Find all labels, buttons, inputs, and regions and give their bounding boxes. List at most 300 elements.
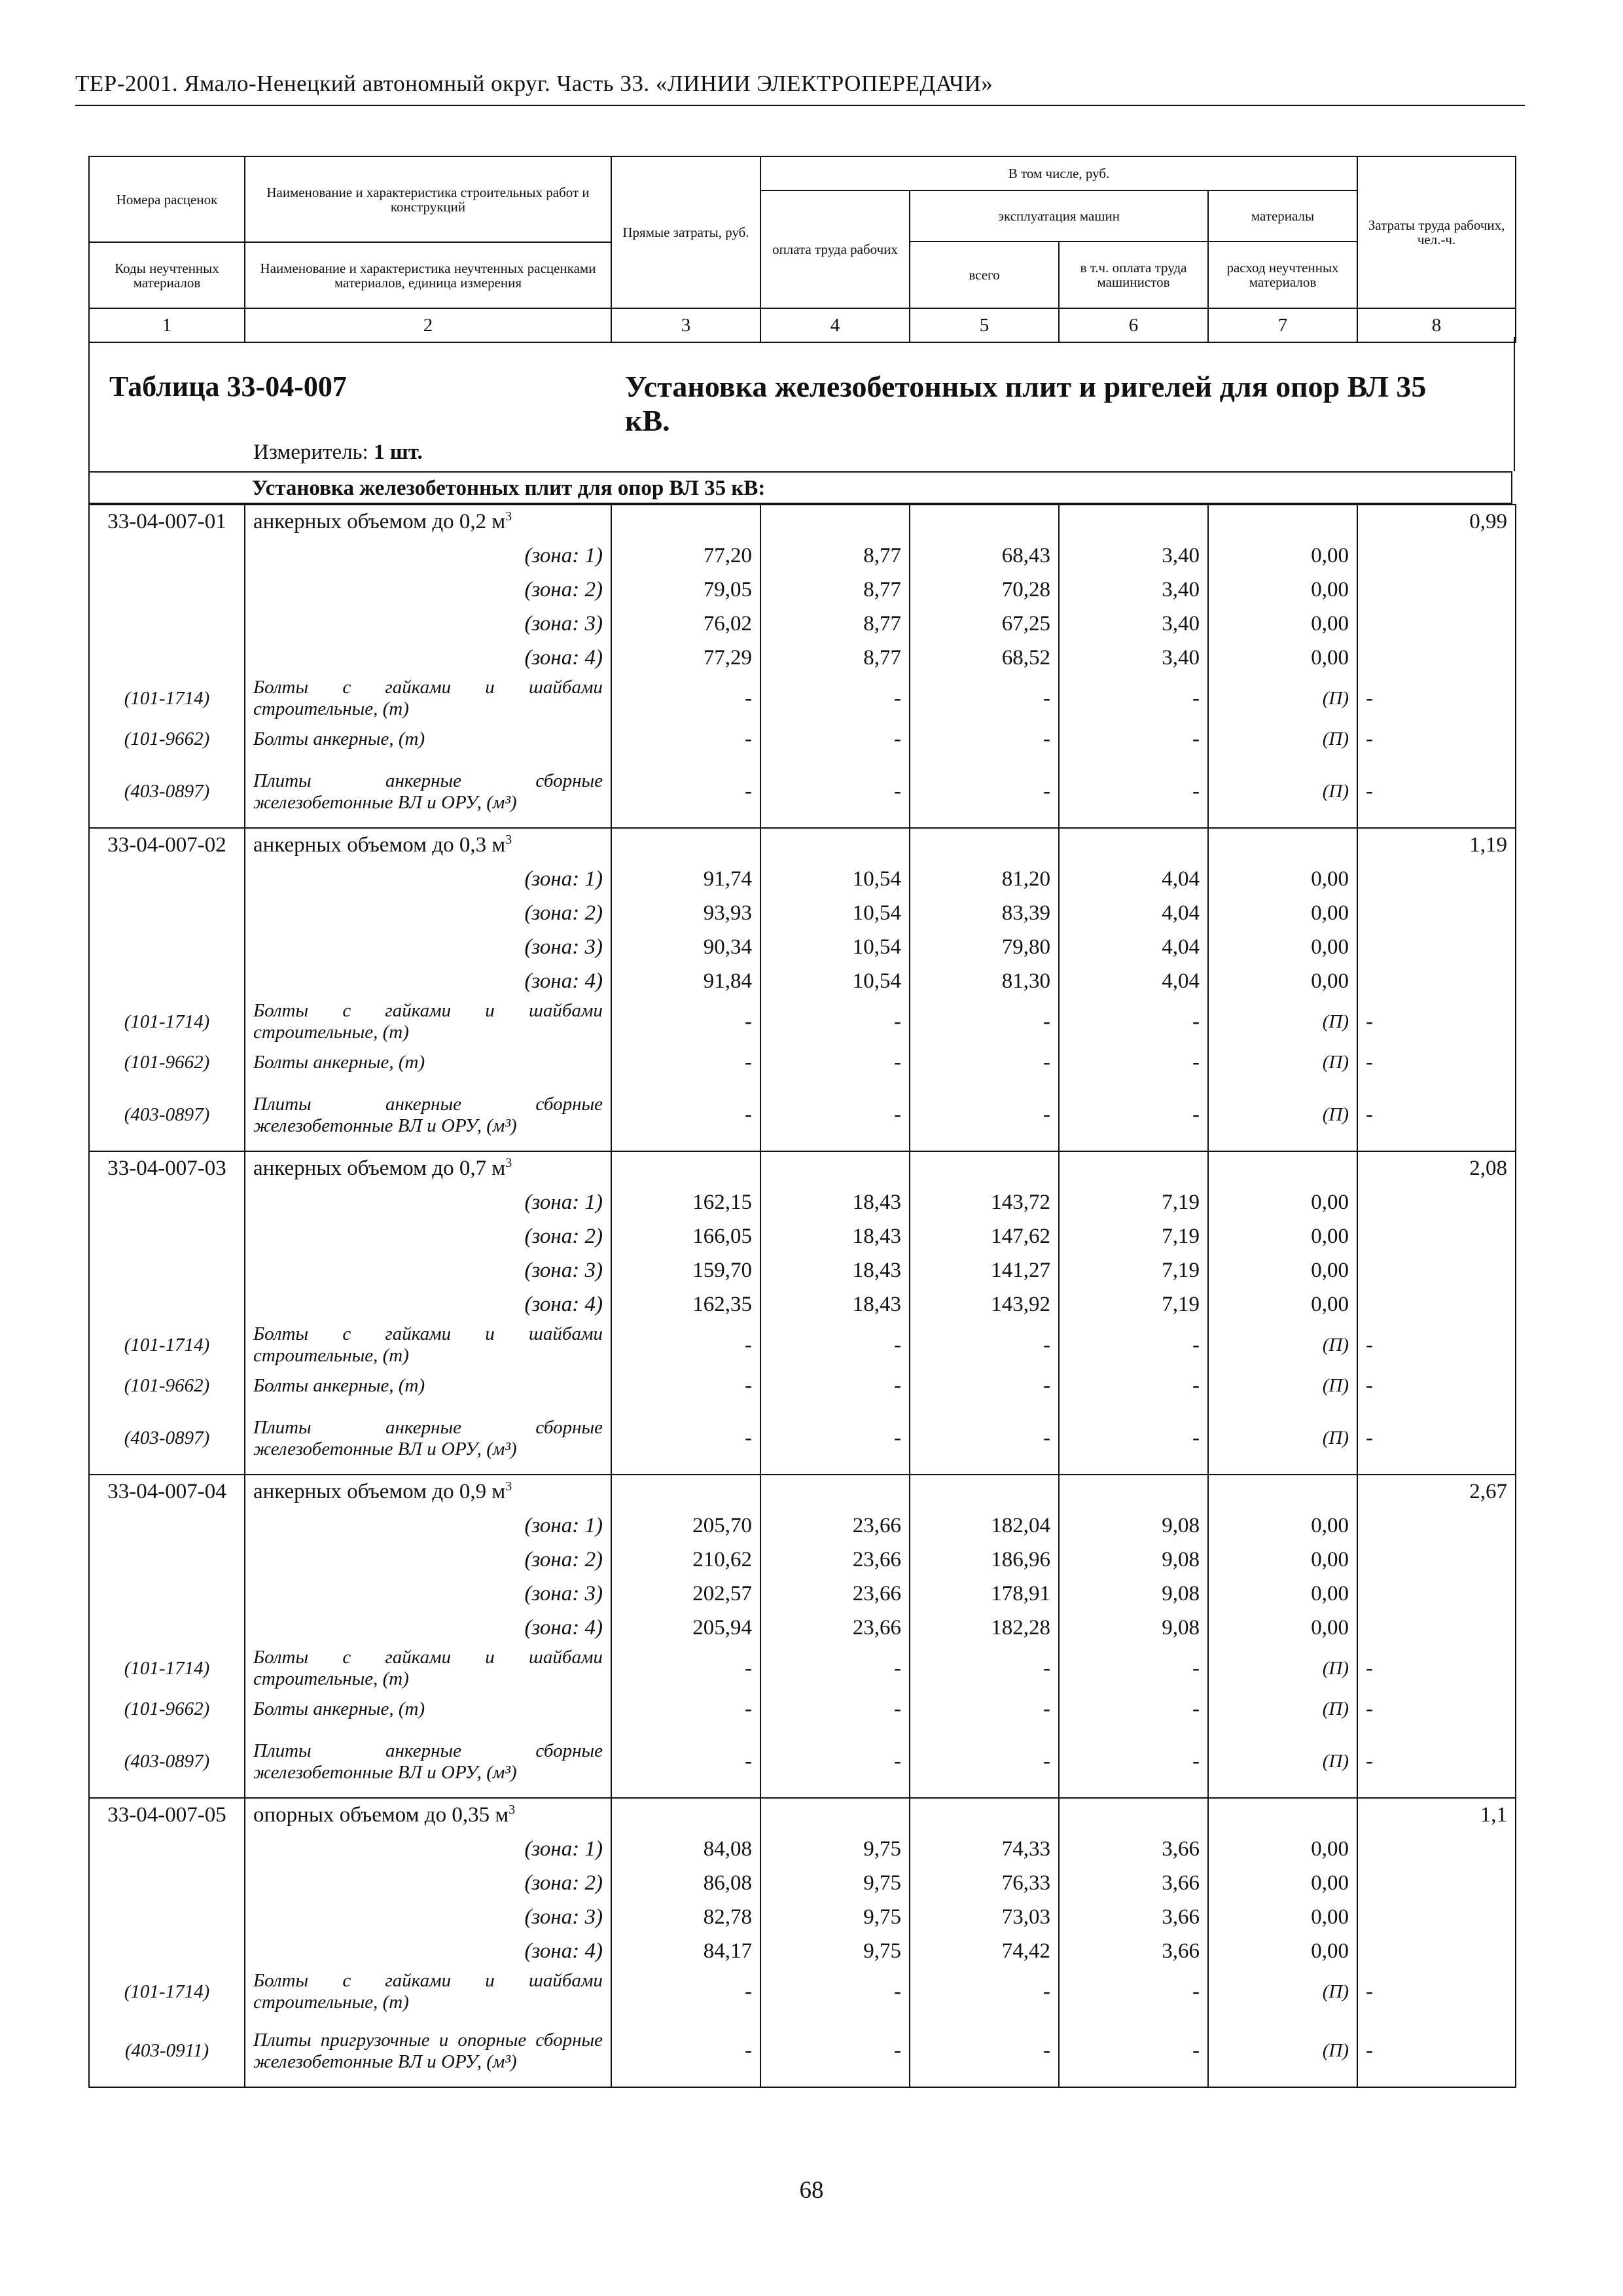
material-code: (403-0897) — [89, 1726, 245, 1798]
material-dash: - — [1059, 1369, 1208, 1403]
zone-row — [89, 573, 1516, 607]
zone-value: 79,05 — [611, 573, 760, 607]
zone-value: 186,96 — [910, 1543, 1059, 1577]
rate-description-sup: 3 — [508, 1803, 516, 1817]
empty-cell — [1059, 1475, 1208, 1509]
zone-value: 4,04 — [1059, 930, 1208, 964]
material-code: (101-1714) — [89, 1321, 245, 1369]
material-row — [89, 1045, 1516, 1079]
labor-cost: 0,99 — [1357, 505, 1516, 539]
column-number: 5 — [910, 308, 1059, 342]
running-header: ТЕР-2001. Ямало-Ненецкий автономный округ. Часть 33. «ЛИНИИ ЭЛЕКТРОПЕРЕДАЧИ» — [75, 71, 993, 96]
material-p-mark: (П) — [1208, 1045, 1357, 1079]
empty-cell — [89, 573, 245, 607]
zone-value: 84,17 — [611, 1934, 760, 1968]
material-p-mark: (П) — [1208, 756, 1357, 828]
zone-value: 4,04 — [1059, 964, 1208, 998]
material-dash: - — [1357, 756, 1516, 828]
material-code: (101-1714) — [89, 1645, 245, 1692]
rate-description-text: опорных объемом до 0,35 м — [253, 1803, 509, 1827]
zone-label: (зона: 1) — [245, 539, 611, 573]
zone-row — [89, 641, 1516, 675]
zone-value: 9,08 — [1059, 1577, 1208, 1611]
material-dash: - — [760, 1726, 910, 1798]
col3-header: Прямые затраты, руб. — [611, 156, 760, 308]
zone-value: 9,08 — [1059, 1509, 1208, 1543]
material-dash: - — [1357, 1645, 1516, 1692]
material-dash: - — [1357, 998, 1516, 1045]
machines-header: эксплуатация машин — [910, 190, 1208, 242]
zone-value: 202,57 — [611, 1577, 760, 1611]
empty-cell — [1357, 1543, 1516, 1577]
material-dash: - — [1357, 1692, 1516, 1726]
rate-description-sup: 3 — [505, 833, 512, 847]
empty-cell — [611, 505, 760, 539]
column-number: 4 — [760, 308, 910, 342]
zone-value: 210,62 — [611, 1543, 760, 1577]
empty-cell — [89, 1577, 245, 1611]
empty-cell — [89, 1900, 245, 1934]
empty-cell — [1357, 930, 1516, 964]
zone-value: 178,91 — [910, 1577, 1059, 1611]
zone-value: 3,40 — [1059, 539, 1208, 573]
empty-cell — [89, 964, 245, 998]
material-name: Болты анкерные, (т) — [245, 722, 611, 756]
zone-value: 10,54 — [760, 964, 910, 998]
column-header-table — [88, 156, 1516, 343]
material-dash: - — [1357, 1968, 1516, 2015]
zone-value: 18,43 — [760, 1253, 910, 1287]
material-dash: - — [611, 1321, 760, 1369]
empty-cell — [1357, 1219, 1516, 1253]
material-dash: - — [611, 1369, 760, 1403]
material-p-mark: (П) — [1208, 1726, 1357, 1798]
empty-cell — [1357, 1934, 1516, 1968]
empty-cell — [1357, 1866, 1516, 1900]
material-dash: - — [1357, 1045, 1516, 1079]
empty-cell — [910, 828, 1059, 862]
col4-header: оплата труда рабочих — [760, 190, 910, 308]
empty-cell — [910, 1798, 1059, 1832]
rate-description — [245, 1798, 611, 1832]
rate-description-text: анкерных объемом до 0,7 м — [253, 1157, 506, 1180]
material-dash: - — [1059, 675, 1208, 722]
zone-label: (зона: 1) — [245, 1509, 611, 1543]
material-dash: - — [1357, 1726, 1516, 1798]
material-dash: - — [1357, 1403, 1516, 1475]
zone-value: 147,62 — [910, 1219, 1059, 1253]
material-dash: - — [611, 1045, 760, 1079]
zone-value: 162,15 — [611, 1185, 760, 1219]
zone-value: 91,84 — [611, 964, 760, 998]
material-code: (101-1714) — [89, 998, 245, 1045]
material-dash: - — [1357, 722, 1516, 756]
material-p-mark: (П) — [1208, 1645, 1357, 1692]
zone-label: (зона: 1) — [245, 1832, 611, 1866]
zone-label: (зона: 4) — [245, 641, 611, 675]
rate-row — [89, 828, 1516, 862]
material-name: Болты с гайками и шайбами строительные, (т) — [245, 1968, 611, 2015]
zone-row — [89, 896, 1516, 930]
zone-value: 8,77 — [760, 607, 910, 641]
material-code: (101-9662) — [89, 1045, 245, 1079]
material-code: (101-1714) — [89, 675, 245, 722]
zone-value: 23,66 — [760, 1509, 910, 1543]
zone-row — [89, 1509, 1516, 1543]
empty-cell — [1208, 828, 1357, 862]
rate-row — [89, 1151, 1516, 1185]
empty-cell — [1208, 505, 1357, 539]
empty-cell — [89, 930, 245, 964]
material-name: Болты анкерные, (т) — [245, 1369, 611, 1403]
zone-row — [89, 1219, 1516, 1253]
table-title-block — [88, 337, 1515, 471]
empty-cell — [1357, 573, 1516, 607]
zone-value: 0,00 — [1208, 1900, 1357, 1934]
zone-value: 3,40 — [1059, 607, 1208, 641]
material-p-mark: (П) — [1208, 2015, 1357, 2087]
rates-table — [88, 504, 1516, 2088]
zone-value: 86,08 — [611, 1866, 760, 1900]
zone-value: 84,08 — [611, 1832, 760, 1866]
measure — [253, 440, 423, 465]
material-dash: - — [910, 1369, 1059, 1403]
zone-value: 7,19 — [1059, 1185, 1208, 1219]
zone-value: 3,66 — [1059, 1866, 1208, 1900]
labor-cost: 1,19 — [1357, 828, 1516, 862]
zone-row — [89, 964, 1516, 998]
material-p-mark: (П) — [1208, 1369, 1357, 1403]
zone-value: 3,40 — [1059, 573, 1208, 607]
zone-value: 143,72 — [910, 1185, 1059, 1219]
zone-value: 0,00 — [1208, 930, 1357, 964]
material-dash: - — [611, 2015, 760, 2087]
zone-value: 0,00 — [1208, 1219, 1357, 1253]
material-code: (101-9662) — [89, 1369, 245, 1403]
zone-value: 8,77 — [760, 573, 910, 607]
material-name: Болты анкерные, (т) — [245, 1045, 611, 1079]
zone-value: 9,08 — [1059, 1611, 1208, 1645]
table-number: Таблица 33-04-007 — [109, 370, 347, 403]
zone-value: 18,43 — [760, 1219, 910, 1253]
col1-bottom: Коды неучтенных материалов — [89, 242, 245, 308]
zone-value: 3,66 — [1059, 1934, 1208, 1968]
rate-description-text: анкерных объемом до 0,3 м — [253, 833, 506, 857]
zone-label: (зона: 2) — [245, 1543, 611, 1577]
col8-header: Затраты труда рабочих, чел.-ч. — [1357, 156, 1516, 308]
material-name: Болты с гайками и шайбами строительные, (т) — [245, 998, 611, 1045]
materials-header: материалы — [1208, 190, 1357, 242]
zone-value: 0,00 — [1208, 573, 1357, 607]
material-code: (101-1714) — [89, 1968, 245, 2015]
zone-value: 68,43 — [910, 539, 1059, 573]
material-row — [89, 675, 1516, 722]
zone-value: 23,66 — [760, 1577, 910, 1611]
zone-label: (зона: 4) — [245, 1934, 611, 1968]
zone-value: 9,75 — [760, 1900, 910, 1934]
material-row — [89, 1692, 1516, 1726]
material-name: Плиты пригрузочные и опорные сборные железобетонные ВЛ и ОРУ, (м³) — [245, 2015, 611, 2087]
zone-value: 23,66 — [760, 1611, 910, 1645]
zone-value: 0,00 — [1208, 1934, 1357, 1968]
material-dash: - — [760, 2015, 910, 2087]
material-dash: - — [611, 756, 760, 828]
empty-cell — [910, 1151, 1059, 1185]
empty-cell — [1357, 1287, 1516, 1321]
zone-value: 8,77 — [760, 641, 910, 675]
zone-value: 0,00 — [1208, 1832, 1357, 1866]
rate-description-text: анкерных объемом до 0,9 м — [253, 1480, 506, 1503]
material-p-mark: (П) — [1208, 1403, 1357, 1475]
zone-value: 0,00 — [1208, 1287, 1357, 1321]
zone-value: 10,54 — [760, 896, 910, 930]
material-row — [89, 998, 1516, 1045]
empty-cell — [89, 607, 245, 641]
material-dash: - — [1059, 1726, 1208, 1798]
rate-description-sup: 3 — [505, 1156, 512, 1170]
section-title: Установка железобетонных плит для опор ВЛ 35 кВ: — [252, 476, 766, 500]
material-code: (403-0897) — [89, 1079, 245, 1151]
zone-value: 82,78 — [611, 1900, 760, 1934]
table-title: Установка железобетонных плит и ригелей для опор ВЛ 35 кВ. — [625, 370, 1427, 437]
material-row — [89, 756, 1516, 828]
material-dash: - — [910, 1045, 1059, 1079]
material-dash: - — [1059, 1968, 1208, 2015]
rate-code: 33-04-007-03 — [89, 1151, 245, 1185]
zone-label: (зона: 1) — [245, 1185, 611, 1219]
material-name: Плиты анкерные сборные железобетонные ВЛ и ОРУ, (м³) — [245, 1726, 611, 1798]
material-dash: - — [760, 675, 910, 722]
empty-cell — [1357, 1577, 1516, 1611]
material-dash: - — [910, 1726, 1059, 1798]
material-dash: - — [760, 756, 910, 828]
empty-cell — [1208, 1151, 1357, 1185]
material-dash: - — [910, 1403, 1059, 1475]
zone-value: 205,94 — [611, 1611, 760, 1645]
zone-value: 74,42 — [910, 1934, 1059, 1968]
material-dash: - — [611, 1403, 760, 1475]
zone-value: 7,19 — [1059, 1219, 1208, 1253]
material-dash: - — [910, 998, 1059, 1045]
material-row — [89, 1645, 1516, 1692]
zone-row — [89, 1253, 1516, 1287]
empty-cell — [910, 505, 1059, 539]
material-dash: - — [1059, 1403, 1208, 1475]
zone-value: 141,27 — [910, 1253, 1059, 1287]
zone-value: 90,34 — [611, 930, 760, 964]
header-rule — [75, 105, 1525, 106]
zone-value: 79,80 — [910, 930, 1059, 964]
labor-cost: 1,1 — [1357, 1798, 1516, 1832]
material-p-mark: (П) — [1208, 1968, 1357, 2015]
zone-value: 91,74 — [611, 862, 760, 896]
material-dash: - — [760, 1403, 910, 1475]
zone-value: 68,52 — [910, 641, 1059, 675]
zone-value: 205,70 — [611, 1509, 760, 1543]
material-dash: - — [611, 1968, 760, 2015]
empty-cell — [1357, 964, 1516, 998]
material-dash: - — [611, 675, 760, 722]
rate-description — [245, 828, 611, 862]
zone-value: 77,20 — [611, 539, 760, 573]
material-row — [89, 1321, 1516, 1369]
zone-value: 0,00 — [1208, 1185, 1357, 1219]
material-p-mark: (П) — [1208, 1079, 1357, 1151]
zone-value: 0,00 — [1208, 539, 1357, 573]
empty-cell — [89, 862, 245, 896]
empty-cell — [611, 1798, 760, 1832]
material-dash: - — [1059, 756, 1208, 828]
empty-cell — [1357, 539, 1516, 573]
material-dash: - — [1357, 1321, 1516, 1369]
zone-value: 166,05 — [611, 1219, 760, 1253]
rate-description-sup: 3 — [505, 509, 512, 524]
material-code: (403-0897) — [89, 756, 245, 828]
zone-value: 9,08 — [1059, 1543, 1208, 1577]
zone-label: (зона: 2) — [245, 896, 611, 930]
empty-cell — [89, 1185, 245, 1219]
empty-cell — [89, 896, 245, 930]
empty-cell — [89, 1866, 245, 1900]
zone-label: (зона: 3) — [245, 1253, 611, 1287]
zone-label: (зона: 4) — [245, 1611, 611, 1645]
material-dash: - — [760, 1079, 910, 1151]
empty-cell — [760, 828, 910, 862]
material-dash: - — [910, 2015, 1059, 2087]
zone-value: 4,04 — [1059, 862, 1208, 896]
material-dash: - — [1357, 675, 1516, 722]
zone-row — [89, 1934, 1516, 1968]
material-dash: - — [1059, 1045, 1208, 1079]
empty-cell — [1357, 896, 1516, 930]
column-number: 6 — [1059, 308, 1208, 342]
material-dash: - — [760, 1645, 910, 1692]
zone-label: (зона: 2) — [245, 573, 611, 607]
zone-value: 0,00 — [1208, 1543, 1357, 1577]
zone-row — [89, 539, 1516, 573]
col2-bottom: Наименование и характеристика неучтенных расценками материалов, единица измерения — [245, 242, 611, 308]
material-name: Плиты анкерные сборные железобетонные ВЛ и ОРУ, (м³) — [245, 756, 611, 828]
zone-label: (зона: 2) — [245, 1866, 611, 1900]
empty-cell — [1059, 1151, 1208, 1185]
col2-top: Наименование и характеристика строительных работ и конструкций — [245, 156, 611, 242]
zone-value: 3,66 — [1059, 1832, 1208, 1866]
empty-cell — [1357, 1832, 1516, 1866]
rate-code: 33-04-007-01 — [89, 505, 245, 539]
empty-cell — [1357, 1509, 1516, 1543]
material-dash: - — [760, 1045, 910, 1079]
empty-cell — [1357, 1900, 1516, 1934]
material-name: Болты с гайками и шайбами строительные, (т) — [245, 1321, 611, 1369]
zone-value: 9,75 — [760, 1866, 910, 1900]
zone-row — [89, 1287, 1516, 1321]
empty-cell — [760, 1151, 910, 1185]
col7-header: расход неучтенных материалов — [1208, 242, 1357, 308]
zone-label: (зона: 3) — [245, 1577, 611, 1611]
column-number: 1 — [89, 308, 245, 342]
material-row — [89, 1369, 1516, 1403]
zone-row — [89, 1900, 1516, 1934]
zone-label: (зона: 3) — [245, 1900, 611, 1934]
zone-row — [89, 930, 1516, 964]
measure-label: Измеритель: — [253, 440, 368, 464]
material-row — [89, 1403, 1516, 1475]
col6-header: в т.ч. оплата труда машинистов — [1059, 242, 1208, 308]
material-dash: - — [910, 722, 1059, 756]
material-row — [89, 1968, 1516, 2015]
page-number: 68 — [799, 2177, 824, 2204]
empty-cell — [1357, 607, 1516, 641]
zone-value: 0,00 — [1208, 1253, 1357, 1287]
empty-cell — [1208, 1798, 1357, 1832]
zone-row — [89, 607, 1516, 641]
zone-value: 0,00 — [1208, 1577, 1357, 1611]
material-name: Плиты анкерные сборные железобетонные ВЛ и ОРУ, (м³) — [245, 1079, 611, 1151]
empty-cell — [760, 505, 910, 539]
zone-value: 77,29 — [611, 641, 760, 675]
empty-cell — [89, 1934, 245, 1968]
zone-value: 76,33 — [910, 1866, 1059, 1900]
zone-value: 70,28 — [910, 573, 1059, 607]
material-p-mark: (П) — [1208, 998, 1357, 1045]
empty-cell — [89, 539, 245, 573]
zone-value: 9,75 — [760, 1934, 910, 1968]
material-dash: - — [611, 998, 760, 1045]
material-name: Плиты анкерные сборные железобетонные ВЛ и ОРУ, (м³) — [245, 1403, 611, 1475]
zone-label: (зона: 4) — [245, 1287, 611, 1321]
material-p-mark: (П) — [1208, 1692, 1357, 1726]
zone-value: 67,25 — [910, 607, 1059, 641]
material-code: (403-0897) — [89, 1403, 245, 1475]
material-dash: - — [611, 1692, 760, 1726]
zone-value: 81,30 — [910, 964, 1059, 998]
zone-value: 7,19 — [1059, 1253, 1208, 1287]
material-dash: - — [611, 1079, 760, 1151]
empty-cell — [89, 1287, 245, 1321]
zone-label: (зона: 1) — [245, 862, 611, 896]
material-dash: - — [1059, 1321, 1208, 1369]
measure-value: 1 шт. — [374, 440, 423, 464]
empty-cell — [611, 828, 760, 862]
material-name: Болты анкерные, (т) — [245, 1692, 611, 1726]
material-dash: - — [760, 998, 910, 1045]
zone-value: 159,70 — [611, 1253, 760, 1287]
zone-value: 0,00 — [1208, 641, 1357, 675]
zone-value: 0,00 — [1208, 964, 1357, 998]
material-dash: - — [760, 1369, 910, 1403]
zone-value: 0,00 — [1208, 1611, 1357, 1645]
material-row — [89, 722, 1516, 756]
zone-value: 0,00 — [1208, 896, 1357, 930]
col5-header: всего — [910, 242, 1059, 308]
material-dash: - — [910, 756, 1059, 828]
column-number: 2 — [245, 308, 611, 342]
material-p-mark: (П) — [1208, 722, 1357, 756]
rate-description — [245, 505, 611, 539]
material-dash: - — [1357, 1369, 1516, 1403]
column-number: 3 — [611, 308, 760, 342]
zone-label: (зона: 3) — [245, 607, 611, 641]
empty-cell — [89, 1253, 245, 1287]
rate-description — [245, 1475, 611, 1509]
empty-cell — [1059, 828, 1208, 862]
zone-row — [89, 1543, 1516, 1577]
zone-value: 8,77 — [760, 539, 910, 573]
zone-row — [89, 1611, 1516, 1645]
rate-description — [245, 1151, 611, 1185]
zone-value: 0,00 — [1208, 862, 1357, 896]
empty-cell — [1357, 862, 1516, 896]
